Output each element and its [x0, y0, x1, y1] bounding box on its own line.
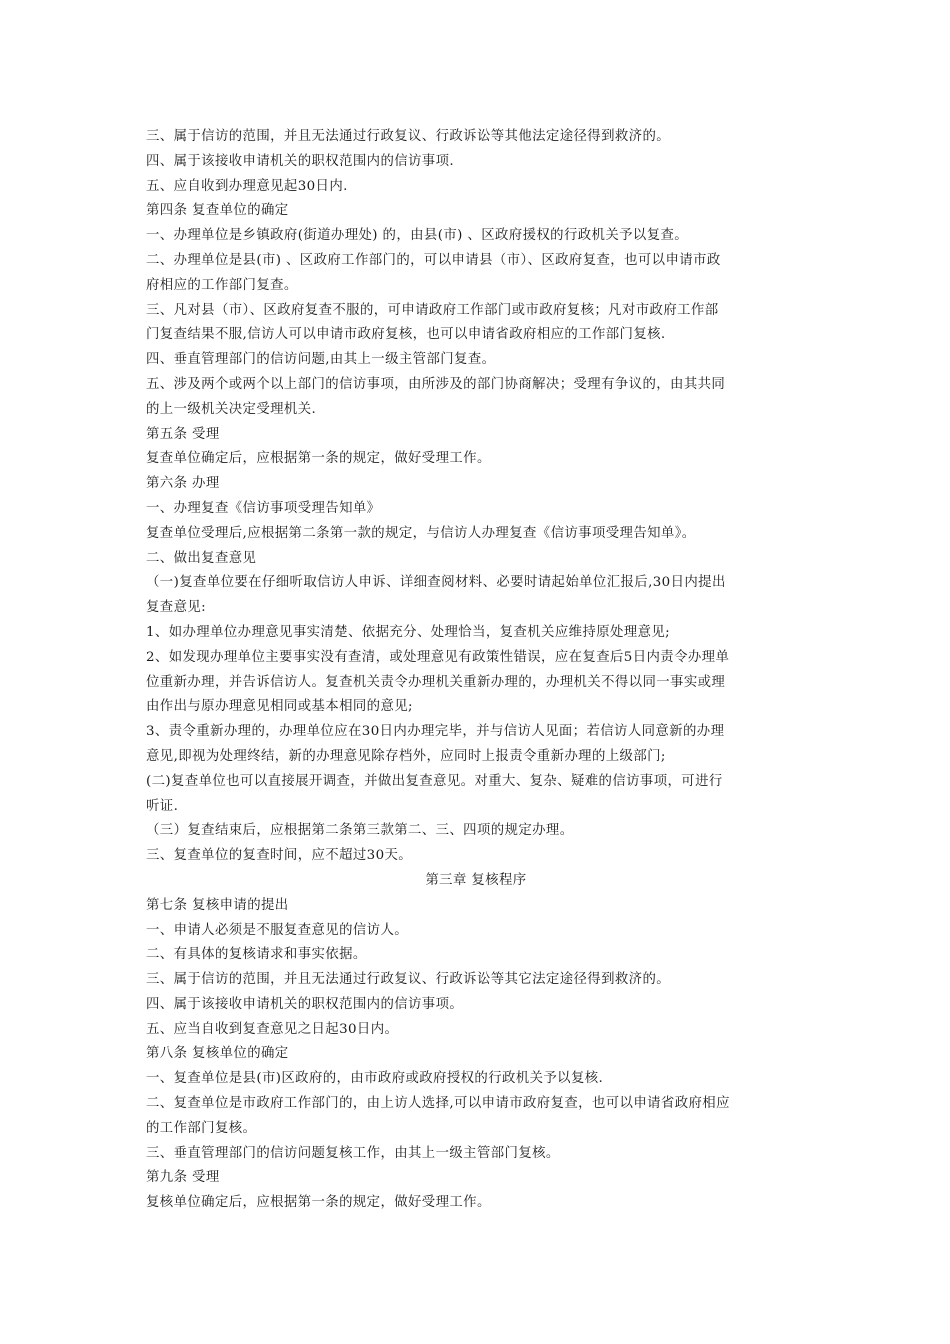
text-line: 位重新办理，并告诉信访人。复查机关责令办理机关重新办理的，办理机关不得以同一事实或理 [146, 674, 726, 690]
text-line: 一、申请人必须是不服复查意见的信访人。 [146, 922, 409, 938]
text-line: 一、办理单位是乡镇政府(街道办理处) 的，由县(市) 、区政府援权的行政机关予以复查。 [146, 228, 689, 244]
text-line: 复核单位确定后，应根据第一条的规定，做好受理工作。 [146, 1195, 491, 1211]
text-line: 意见,即视为处理终结，新的办理意见除存档外，应同时上报责令重新办理的上级部门; [146, 748, 666, 764]
text-line: 三、凡对县（市）、区政府复查不服的，可申请政府工作部门或市政府复核；凡对市政府工作部 [146, 302, 719, 318]
text-line: 门复查结果不服,信访人可以申请市政府复核，也可以申请省政府相应的工作部门复核. [146, 327, 666, 343]
text-line: 一、复查单位是县(市)区政府的，由市政府或政府授权的行政机关予以复核. [146, 1071, 604, 1087]
text-line: 复查单位受理后,应根据第二条第一款的规定，与信访人办理复查《信访事项受理告知单》。 [146, 525, 696, 541]
text-line: （一)复查单位要在仔细听取信访人申诉、详细查阅材料、必要时请起始单位汇报后,30日内提出 [146, 575, 726, 591]
text-line: 四、垂直管理部门的信访问题,由其上一级主管部门复查。 [146, 352, 496, 368]
text-line: 二、办理单位是县(市) 、区政府工作部门的，可以申请县（市）、区政府复查，也可以申请市政 [146, 252, 721, 268]
text-line: （三）复查结束后，应根据第二条第三款第二、三、四项的规定办理。 [146, 823, 574, 839]
text-line: 五、涉及两个或两个以上部门的信访事项，由所涉及的部门协商解决；受理有争议的，由其共同 [146, 376, 726, 392]
article-heading: 第六条 办理 [146, 476, 220, 492]
text-line: 四、属于该接收申请机关的职权范围内的信访事项。 [146, 996, 464, 1012]
text-line: 的上一级机关决定受理机关. [146, 401, 317, 417]
text-line: 二、复查单位是市政府工作部门的，由上访人选择,可以申请市政府复查，也可以申请省政府相应 [146, 1096, 730, 1112]
article-heading: 第九条 受理 [146, 1170, 220, 1186]
text-line: 二、做出复查意见 [146, 550, 257, 566]
text-line: 复查意见: [146, 600, 207, 616]
text-line: 三、属于信访的范围，并且无法通过行政复议、行政诉讼等其他法定途径得到救济的。 [146, 129, 671, 144]
text-line: 3、责令重新办理的，办理单位应在30日内办理完毕，并与信访人见面；若信访人同意新的办理 [146, 724, 725, 740]
text-line: 听证. [146, 798, 179, 814]
chapter-heading: 第三章 复核程序 [425, 872, 527, 888]
text-line: 1、如办理单位办理意见事实清楚、依据充分、处理恰当，复查机关应维持原处理意见; [146, 624, 671, 640]
article-heading: 第七条 复核申请的提出 [146, 897, 289, 913]
text-line: 府相应的工作部门复查。 [146, 277, 298, 293]
article-heading: 第四条 复查单位的确定 [146, 203, 289, 219]
text-line: 三、属于信访的范围，并且无法通过行政复议、行政诉讼等其它法定途径得到救济的。 [146, 972, 671, 988]
document-page [146, 125, 806, 1216]
text-line: 的工作部门复核。 [146, 1120, 257, 1136]
text-line: 三、复查单位的复查时间，应不超过30天。 [146, 848, 413, 864]
text-line: 由作出与原办理意见相同或基本相同的意见; [146, 699, 413, 715]
text-line: 2、如发现办理单位主要事实没有查清，或处理意见有政策性错误，应在复查后5日内责令办理单 [146, 649, 730, 665]
text-line: 四、属于该接收申请机关的职权范围内的信访事项. [146, 153, 455, 169]
text-line: 五、应当自收到复查意见之日起30日内。 [146, 1021, 399, 1037]
text-line: 五、应自收到办理意见起30日内. [146, 178, 348, 194]
text-line: 三、垂直管理部门的信访问题复核工作，由其上一级主管部门复核。 [146, 1145, 560, 1161]
text-line: 复查单位确定后，应根据第一条的规定，做好受理工作。 [146, 451, 491, 467]
article-heading: 第五条 受理 [146, 426, 220, 442]
article-heading: 第八条 复核单位的确定 [146, 1046, 289, 1062]
text-line: 二、有具体的复核请求和事实依据。 [146, 947, 367, 963]
text-line: 一、办理复查《信访事项受理告知单》 [146, 500, 381, 516]
text-line: (二)复查单位也可以直接展开调查，并做出复查意见。对重大、复杂、疑难的信访事项，可进行 [146, 773, 723, 789]
